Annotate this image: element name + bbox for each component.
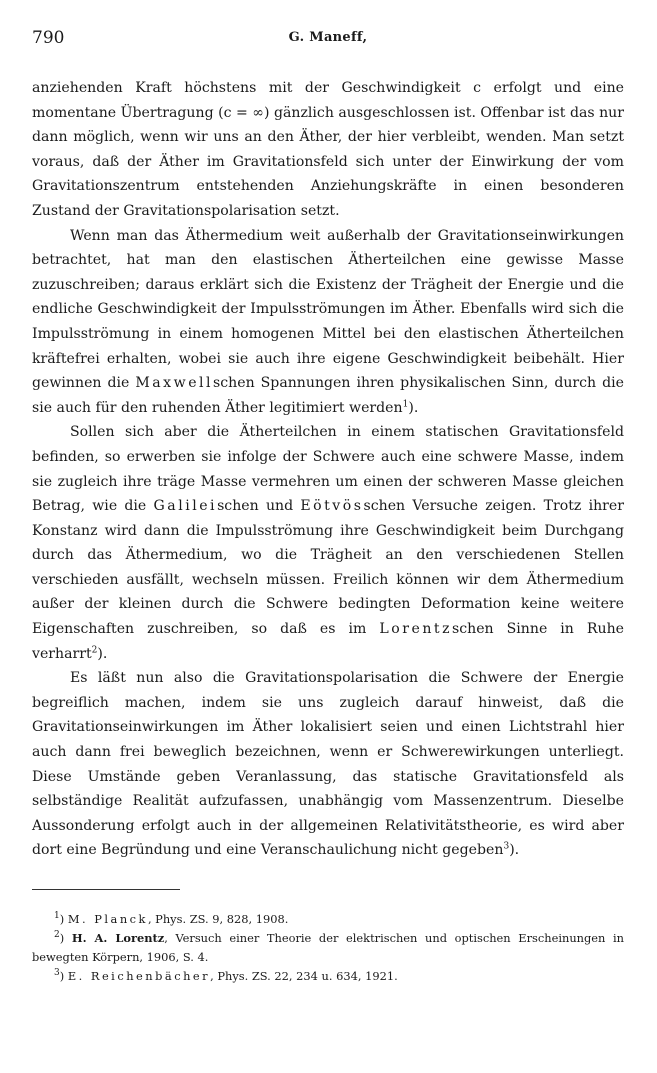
- page-number: 790: [32, 28, 65, 48]
- footnote-text: , Phys. ZS. 9, 828, 1908.: [147, 912, 289, 926]
- page-header: [32, 28, 624, 54]
- author-name: Lorentz: [379, 621, 452, 638]
- text-run: schen Versuche zeigen. Trotz ihrer Konstanz wird dann die Impulsströmung ihre Geschwindigkeit beim Durchgang durch das Äthermedium, wo die Trägheit an den verschiedenen Stellen verschieden ausfällt, wechseln müssen. Freilich können wir dem Äthermedium außer der kleinen durch die Schwere bedingten Deformation keine weitere Eigenschaften zuschreiben, so daß es im: [32, 498, 624, 638]
- paragraph-3: [32, 420, 624, 666]
- text-run: schen Spannungen ihren physikalischen Sinn, durch die sie auch für den ruhenden Äther legitimiert werden: [32, 375, 624, 416]
- page: [32, 28, 624, 986]
- running-head: G. Maneff,: [288, 30, 368, 45]
- footnote-author: M. Planck: [67, 912, 148, 926]
- footnote-author: E. Reichenbächer: [67, 969, 211, 983]
- footnote-author: H. A. Lorentz: [71, 931, 165, 945]
- text-run: ).: [509, 842, 520, 859]
- footnote-ref-1[interactable]: 1: [402, 399, 409, 410]
- footnote-mark: 1: [54, 911, 60, 922]
- author-name: Maxwell: [135, 375, 214, 392]
- text-run: ).: [97, 645, 108, 662]
- footnote-1: $^1$) M. Planck, Phys. ZS. 9, 828, 1908.: [54, 911, 289, 926]
- footnote-mark: 2: [54, 930, 60, 941]
- footnote-3: $^3$) E. Reichenbächer, Phys. ZS. 22, 234 u. 634, 1921.: [54, 968, 398, 983]
- footnote-divider: [32, 889, 180, 890]
- body-text: [32, 76, 624, 863]
- paragraph-2: [32, 224, 624, 421]
- text-run: ).: [408, 399, 419, 416]
- footnote-text: , Versuch einer Theorie der elektrischen und optischen Erscheinungen in bewegten Körpern, 1906, S. 4.: [32, 931, 624, 964]
- author-name: Galilei: [153, 498, 218, 515]
- text-run: schen Sinne in Ruhe verharrt: [32, 621, 624, 662]
- footnote-ref-2[interactable]: 2: [91, 644, 98, 655]
- author-name: Eötvös: [300, 498, 364, 515]
- text-run: Es läßt nun also die Gravitationspolarisation die Schwere der Energie begreiflich machen, indem sie uns zugleich darauf hinweist, daß die Gravitationseinwirkungen im Äther lokalisiert seien und einen Lichtstrahl hier auch dann frei beweglich bezeichnen, wenn er Schwerewirkungen unterliegt. Diese Umstände geben Veranlassung, das statische Gravitationsfeld als selbständige Realität aufzufassen, unabhängig vom Massenzentrum. Dieselbe Aussonderung erfolgt auch in der allgemeinen Relativitätstheorie, es wird aber dort eine Begründung und eine Veranschaulichung nicht gegeben: [32, 670, 624, 859]
- footnotes: [32, 910, 624, 986]
- text-run: schen und: [217, 498, 301, 515]
- text-run: Sollen sich aber die Ätherteilchen in einem statischen Gravitationsfeld befinden, so erwerben sie infolge der Schwere auch eine schwere Masse, indem sie zugleich ihre träge Masse vermehren um einen der schweren Masse gleichen Betrag, wie die: [32, 424, 624, 515]
- footnote-mark: 3: [54, 968, 60, 979]
- footnote-ref-3[interactable]: 3: [503, 841, 510, 852]
- paragraph-4: [32, 666, 624, 863]
- text-run: Wenn man das Äthermedium weit außerhalb der Gravitationseinwirkungen betrachtet, hat man den elastischen Ätherteilchen eine gewisse Masse zuzuschreiben; daraus erklärt sich die Existenz der Trägheit der Energie und die endliche Geschwindigkeit der Impulsströmungen im Äther. Ebenfalls wird sich die Impulsströmung in einem homogenen Mittel bei den elastischen Ätherteilchen kräftefrei erhalten, wobei sie auch ihre eigene Geschwindigkeit beibehält. Hier gewinnen die: [32, 227, 624, 392]
- paragraph-1: anziehenden Kraft höchstens mit der Geschwindigkeit c erfolgt und eine momentane Übertragung (c = ∞) gänzlich ausgeschlossen ist. Offenbar ist das nur dann möglich, wenn wir uns an den Äther, der hier verbleibt, wenden. Man setzt voraus, daß der Äther im Gravitationsfeld sich unter der Einwirkung der vom Gravitationszentrum entstehenden Anziehungskräfte in einen besonderen Zustand der Gravitationspolarisation setzt.: [32, 80, 624, 219]
- footnote-2: $^2$) H. A. Lorentz, Versuch einer Theorie der elektrischen und optischen Erscheinungen in bewegten Körpern, 1906, S. 4.: [32, 930, 624, 964]
- footnote-text: , Phys. ZS. 22, 234 u. 634, 1921.: [210, 969, 398, 983]
